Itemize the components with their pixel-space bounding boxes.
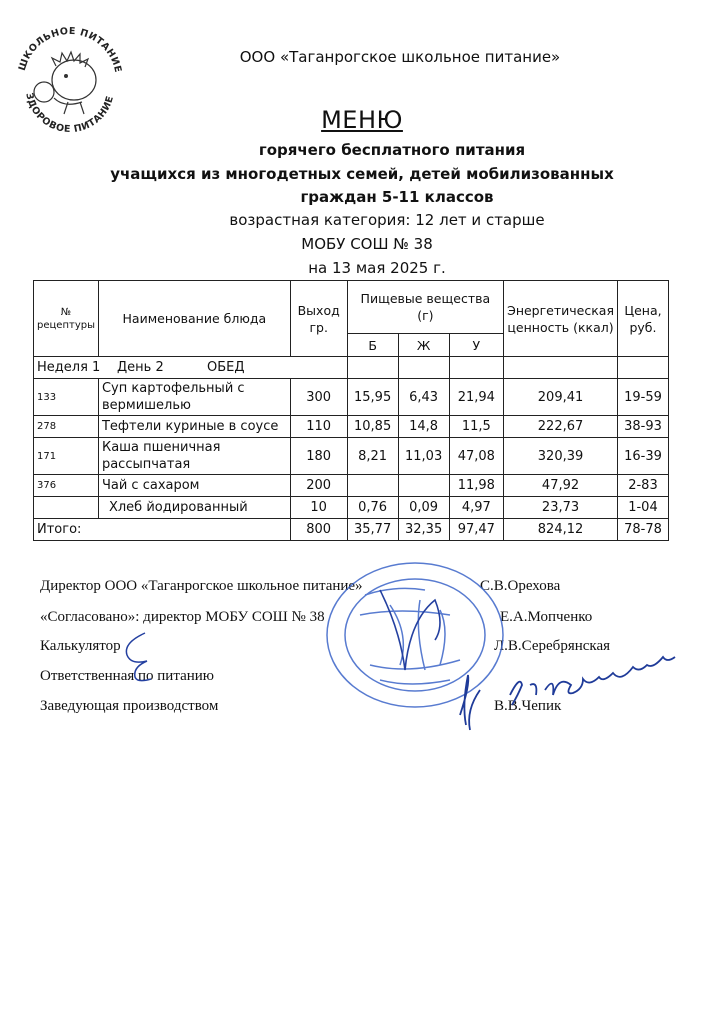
total-carbs: 97,47 bbox=[449, 519, 503, 541]
day-label: День 2 bbox=[117, 360, 164, 375]
calculator-signature-icon bbox=[115, 625, 165, 685]
signature-role-kitchen: Заведующая производством bbox=[40, 698, 219, 714]
table-row bbox=[34, 475, 669, 497]
dish-fat: 11,03 bbox=[398, 438, 449, 475]
dish-name: Чай с сахаром bbox=[98, 475, 290, 497]
total-label: Итого: bbox=[34, 519, 291, 541]
total-protein: 35,77 bbox=[347, 519, 398, 541]
header-output: Выход гр. bbox=[290, 281, 347, 357]
dish-energy: 47,92 bbox=[504, 475, 618, 497]
recipe-number: 376 bbox=[34, 475, 99, 497]
dish-output: 200 bbox=[290, 475, 347, 497]
subtitle-line-1: горячего бесплатного питания bbox=[258, 141, 526, 159]
dish-energy: 209,41 bbox=[504, 379, 618, 416]
header-recipe-number: № рецептуры bbox=[34, 281, 99, 357]
dish-protein: 0,76 bbox=[347, 497, 398, 519]
total-energy: 824,12 bbox=[504, 519, 618, 541]
header-energy: Энергетическая ценность (ккал) bbox=[504, 281, 618, 357]
dish-carbs: 11,98 bbox=[449, 475, 503, 497]
dish-output: 10 bbox=[290, 497, 347, 519]
signature-name-kitchen: В.В.Чепик bbox=[494, 698, 562, 714]
menu-title: МЕНЮ bbox=[321, 106, 403, 134]
dish-output: 180 bbox=[290, 438, 347, 475]
subtitle-line-2: учащихся из многодетных семей, детей мобилизованных bbox=[110, 165, 614, 183]
dish-protein bbox=[347, 475, 398, 497]
dish-energy: 23,73 bbox=[504, 497, 618, 519]
table-row bbox=[34, 379, 669, 416]
dish-carbs: 47,08 bbox=[449, 438, 503, 475]
dish-energy: 222,67 bbox=[504, 416, 618, 438]
dish-output: 300 bbox=[290, 379, 347, 416]
dish-carbs: 21,94 bbox=[449, 379, 503, 416]
subtitle-line-3: граждан 5-11 классов bbox=[300, 188, 494, 206]
total-row bbox=[34, 519, 669, 541]
table-row bbox=[34, 497, 669, 519]
signature-role-nutrition: Ответственная по питанию bbox=[40, 668, 214, 684]
recipe-number bbox=[34, 497, 99, 519]
dish-protein: 15,95 bbox=[347, 379, 398, 416]
table-header-row bbox=[34, 281, 669, 334]
dish-price: 16-39 bbox=[617, 438, 668, 475]
table-row bbox=[34, 416, 669, 438]
signature-role-director: Директор ООО «Таганрогское школьное питание» bbox=[40, 578, 363, 594]
signature-name-director: С.В.Орехова bbox=[480, 578, 561, 594]
menu-date: на 13 мая 2025 г. bbox=[308, 259, 446, 277]
dish-name: Каша пшеничная рассыпчатая bbox=[98, 438, 290, 475]
signature-name-approved: Е.А.Мопченко bbox=[500, 609, 593, 625]
meal-label: ОБЕД bbox=[207, 360, 245, 375]
dish-protein: 8,21 bbox=[347, 438, 398, 475]
dish-carbs: 11,5 bbox=[449, 416, 503, 438]
header-fat: Ж bbox=[398, 334, 449, 357]
total-price: 78-78 bbox=[617, 519, 668, 541]
menu-table bbox=[33, 280, 669, 541]
table-row bbox=[34, 438, 669, 475]
week-label: Неделя 1 bbox=[37, 360, 101, 375]
school-name: МОБУ СОШ № 38 bbox=[301, 235, 433, 253]
svg-text:ШКОЛЬНОЕ ПИТАНИЕ: ШКОЛЬНОЕ ПИТАНИЕ bbox=[16, 25, 124, 74]
signature-role-approved: «Согласовано»: директор МОБУ СОШ № 38 bbox=[40, 609, 325, 625]
age-category: возрастная категория: 12 лет и старше bbox=[229, 211, 545, 229]
total-fat: 32,35 bbox=[398, 519, 449, 541]
header-dish-name: Наименование блюда bbox=[98, 281, 290, 357]
dish-name: Тефтели куриные в соусе bbox=[98, 416, 290, 438]
header-price: Цена, руб. bbox=[617, 281, 668, 357]
recipe-number: 278 bbox=[34, 416, 99, 438]
dish-carbs: 4,97 bbox=[449, 497, 503, 519]
dish-energy: 320,39 bbox=[504, 438, 618, 475]
header-carbs: У bbox=[449, 334, 503, 357]
dish-price: 1-04 bbox=[617, 497, 668, 519]
dish-price: 19-59 bbox=[617, 379, 668, 416]
header-protein: Б bbox=[347, 334, 398, 357]
total-output: 800 bbox=[290, 519, 347, 541]
dish-price: 38-93 bbox=[617, 416, 668, 438]
signature-name-calculator: Л.В.Серебрянская bbox=[494, 638, 611, 654]
dish-output: 110 bbox=[290, 416, 347, 438]
dish-price: 2-83 bbox=[617, 475, 668, 497]
dish-name: Суп картофельный с вермишелью bbox=[98, 379, 290, 416]
svg-text:ЗДОРОВОЕ ПИТАНИЕ: ЗДОРОВОЕ ПИТАНИЕ bbox=[23, 91, 117, 136]
dish-fat bbox=[398, 475, 449, 497]
recipe-number: 171 bbox=[34, 438, 99, 475]
header-nutrients: Пищевые вещества (г) bbox=[347, 281, 503, 334]
signature-role-calculator: Калькулятор bbox=[40, 638, 121, 654]
dish-name: Хлеб йодированный bbox=[98, 497, 290, 519]
company-name: ООО «Таганрогское школьное питание» bbox=[239, 48, 561, 66]
dish-fat: 14,8 bbox=[398, 416, 449, 438]
week-row bbox=[34, 357, 669, 379]
dish-fat: 6,43 bbox=[398, 379, 449, 416]
dish-fat: 0,09 bbox=[398, 497, 449, 519]
kitchen-signature-icon bbox=[450, 655, 690, 735]
recipe-number: 133 bbox=[34, 379, 99, 416]
dish-protein: 10,85 bbox=[347, 416, 398, 438]
